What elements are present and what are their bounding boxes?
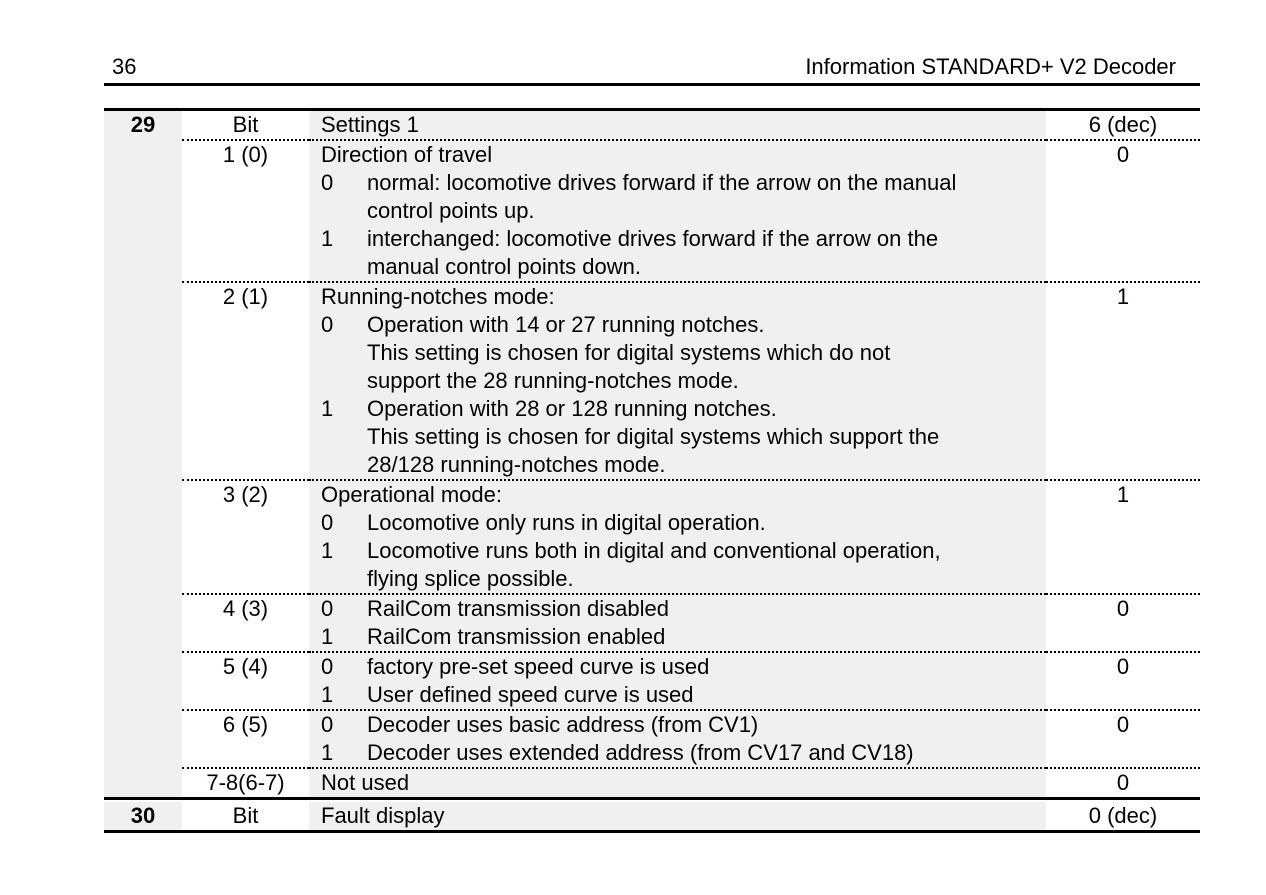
bit-value: 0 bbox=[1046, 709, 1200, 767]
option bbox=[321, 509, 1046, 537]
option-text: interchanged: locomotive drives forward if the arrow on the bbox=[367, 226, 939, 251]
bit-row bbox=[104, 479, 1200, 593]
option-text: Operation with 28 or 128 running notches. bbox=[367, 396, 777, 421]
option-code: 1 bbox=[321, 538, 334, 563]
option-code: 0 bbox=[321, 510, 334, 535]
option-code: 0 bbox=[321, 654, 334, 679]
option bbox=[321, 225, 1046, 281]
bit-title: Running-notches mode: bbox=[321, 284, 555, 309]
bit-label: Bit bbox=[232, 803, 259, 828]
bit-value: 1 bbox=[1046, 479, 1200, 593]
option-text: support the 28 running-notches mode. bbox=[367, 368, 739, 393]
bit-row bbox=[104, 767, 1200, 797]
cv-number: 29 bbox=[104, 111, 182, 139]
cv-default: 0 (dec) bbox=[1088, 803, 1158, 828]
option-text: control points up. bbox=[367, 198, 535, 223]
bit-value: 0 bbox=[1046, 651, 1200, 709]
option bbox=[321, 653, 1046, 681]
option-code: 1 bbox=[321, 624, 334, 649]
option-text: Operation with 14 or 27 running notches. bbox=[367, 312, 765, 337]
bit-row bbox=[104, 281, 1200, 479]
bit-description bbox=[309, 479, 1046, 593]
option-text: RailCom transmission enabled bbox=[367, 624, 666, 649]
bit-value: 0 bbox=[1046, 139, 1200, 281]
bit-description bbox=[309, 709, 1046, 767]
option-code: 1 bbox=[321, 740, 334, 765]
bit-number: 4 (3) bbox=[182, 593, 309, 651]
bit-value: 0 bbox=[1046, 767, 1200, 797]
option-code: 0 bbox=[321, 596, 334, 621]
option bbox=[321, 595, 1046, 623]
bit-value: 0 bbox=[1046, 593, 1200, 651]
cv-title: Settings 1 bbox=[309, 111, 1046, 139]
option bbox=[321, 311, 1046, 395]
option-text: Decoder uses basic address (from CV1) bbox=[367, 712, 759, 737]
page-number: 36 bbox=[112, 54, 137, 79]
bit-number: 6 (5) bbox=[182, 709, 309, 767]
option bbox=[321, 623, 1046, 651]
option bbox=[321, 169, 1046, 225]
bit-number: 7-8(6-7) bbox=[182, 767, 309, 797]
option-text: flying splice possible. bbox=[367, 566, 574, 591]
option-code: 0 bbox=[321, 712, 334, 737]
option bbox=[321, 739, 1046, 767]
option-code: 0 bbox=[321, 312, 334, 337]
option-text: This setting is chosen for digital systems which support the bbox=[367, 424, 940, 449]
option-text: manual control points down. bbox=[367, 254, 641, 279]
cv-table bbox=[104, 108, 1200, 833]
option-text: factory pre-set speed curve is used bbox=[367, 654, 710, 679]
header-title: Information STANDARD+ V2 Decoder bbox=[805, 54, 1176, 79]
bit-number: 1 (0) bbox=[182, 139, 309, 281]
bit-description bbox=[309, 593, 1046, 651]
option bbox=[321, 537, 1046, 593]
option-text: RailCom transmission disabled bbox=[367, 596, 670, 621]
option-text: normal: locomotive drives forward if the arrow on the manual bbox=[367, 170, 957, 195]
bit-row bbox=[104, 651, 1200, 709]
option-text: User defined speed curve is used bbox=[367, 682, 694, 707]
cv-number: 30 bbox=[104, 802, 182, 830]
bit-number: 3 (2) bbox=[182, 479, 309, 593]
option bbox=[321, 395, 1046, 479]
bit-title: Not used bbox=[309, 767, 1046, 797]
option-text: This setting is chosen for digital systems which do not bbox=[367, 340, 891, 365]
option bbox=[321, 711, 1046, 739]
option-text: 28/128 running-notches mode. bbox=[367, 452, 666, 477]
cv-default: 6 (dec) bbox=[1088, 112, 1158, 137]
bit-number: 2 (1) bbox=[182, 281, 309, 479]
option bbox=[321, 681, 1046, 709]
cv29-header-row bbox=[104, 111, 1200, 139]
option-text: Locomotive only runs in digital operation. bbox=[367, 510, 766, 535]
option-text: Decoder uses extended address (from CV17 and CV18) bbox=[367, 740, 914, 765]
bit-title: Direction of travel bbox=[321, 142, 493, 167]
bit-description bbox=[309, 139, 1046, 281]
bit-row bbox=[104, 709, 1200, 767]
bit-value: 1 bbox=[1046, 281, 1200, 479]
bit-title: Operational mode: bbox=[321, 482, 502, 507]
option-code: 1 bbox=[321, 396, 334, 421]
cv30-header-row bbox=[104, 797, 1200, 830]
bit-row bbox=[104, 593, 1200, 651]
bit-label: Bit bbox=[232, 112, 259, 137]
option-code: 1 bbox=[321, 682, 334, 707]
bit-row bbox=[104, 139, 1200, 281]
option-text: Locomotive runs both in digital and conventional operation, bbox=[367, 538, 941, 563]
bit-description bbox=[309, 651, 1046, 709]
option-code: 0 bbox=[321, 170, 334, 195]
option-code: 1 bbox=[321, 226, 334, 251]
header-rule bbox=[104, 83, 1200, 86]
bit-number: 5 (4) bbox=[182, 651, 309, 709]
cv-title: Fault display bbox=[309, 802, 1046, 830]
bit-description bbox=[309, 281, 1046, 479]
